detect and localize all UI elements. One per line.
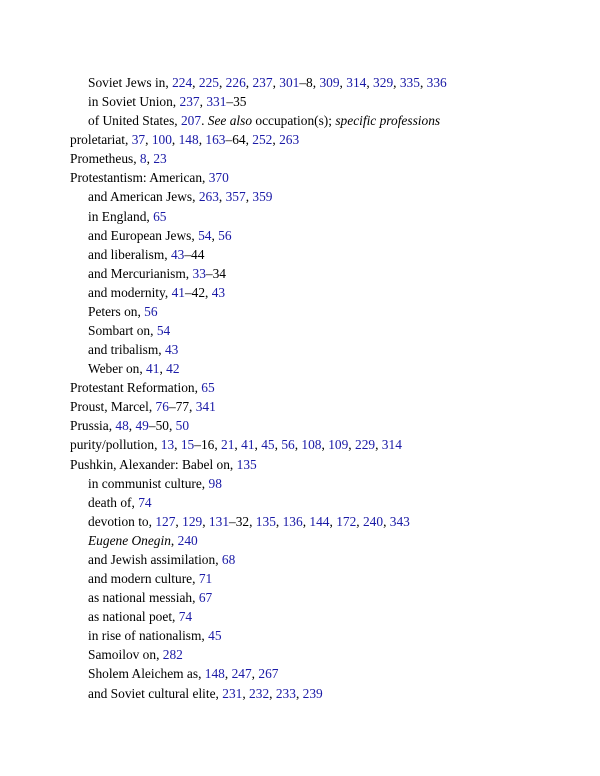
entry-text: and liberalism, [88, 246, 171, 262]
page-reference-link[interactable]: 48 [115, 418, 129, 434]
entry-text: , [224, 666, 232, 682]
page-reference-link[interactable]: 21 [221, 437, 235, 453]
index-entry [70, 416, 580, 435]
page-reference-link[interactable]: 225 [198, 75, 219, 90]
entry-text: and American Jews, [88, 189, 199, 205]
entry-text: . [201, 113, 208, 129]
page-reference-link[interactable]: 127 [155, 513, 176, 529]
index-subentry [70, 187, 580, 206]
entry-text: , [274, 437, 282, 453]
index-entry [70, 149, 580, 168]
page-reference-link[interactable]: 56 [281, 437, 295, 453]
index-subentry [70, 92, 580, 111]
page-reference-link[interactable]: 56 [144, 303, 158, 319]
page-reference-link[interactable]: 240 [177, 532, 198, 548]
page-reference-link[interactable]: 359 [252, 189, 273, 205]
entry-text: devotion to, [88, 513, 156, 529]
entry-text: occupation(s); [252, 113, 336, 129]
page-reference-link[interactable]: 68 [221, 551, 236, 567]
page-reference-link[interactable]: 370 [208, 170, 229, 186]
page-reference-link[interactable]: 109 [328, 437, 349, 453]
page-reference-link[interactable]: 263 [279, 132, 300, 148]
page-reference-link[interactable]: 71 [198, 571, 213, 587]
entry-text: of United States, [88, 113, 181, 129]
page-reference-link[interactable]: 357 [225, 189, 246, 205]
entry-text: Proust, Marcel, [70, 399, 156, 415]
page-reference-link[interactable]: 56 [218, 227, 232, 243]
page-reference-link[interactable]: 239 [302, 685, 323, 701]
index-subentry [70, 264, 580, 283]
index-entry [70, 378, 580, 397]
page-reference-link[interactable]: 13 [160, 437, 175, 453]
entry-text: , [218, 75, 226, 90]
page-reference-link[interactable]: 98 [208, 475, 222, 491]
page-reference-link[interactable]: 65 [201, 380, 215, 396]
entry-text: , [302, 513, 310, 529]
entry-text: , [174, 437, 181, 453]
entry-text: Soviet Jews in, [88, 75, 173, 90]
page-reference-link[interactable]: 74 [138, 494, 152, 510]
page-reference-link[interactable]: 50 [175, 418, 190, 434]
index-subentry [70, 340, 580, 359]
index-entry [70, 435, 580, 454]
page-reference-link[interactable]: 252 [252, 132, 273, 148]
page-reference-link[interactable]: 41 [241, 437, 255, 453]
entry-text: , [242, 685, 250, 701]
page-reference-link[interactable]: 42 [166, 361, 180, 377]
entry-text: , [275, 513, 283, 529]
entry-text: , [198, 132, 206, 148]
index-subentry [70, 684, 580, 703]
page-reference-link[interactable]: 129 [182, 513, 203, 529]
page-reference-link[interactable]: 45 [208, 628, 222, 644]
entry-text: and Jewish assimilation, [88, 551, 222, 567]
index-subentry [70, 302, 580, 321]
index-subentry [70, 588, 580, 607]
entry-text: as national poet, [88, 609, 179, 625]
entry-text: and Soviet cultural elite, [88, 685, 223, 701]
entry-text: , [321, 437, 329, 453]
page-reference-link[interactable]: 15 [180, 437, 195, 453]
entry-text: , [170, 532, 178, 548]
page-reference-link[interactable]: 135 [255, 513, 276, 529]
page-reference-link[interactable]: 43 [164, 342, 179, 358]
page-reference-link[interactable]: 43 [170, 246, 185, 262]
page-reference-link[interactable]: 229 [355, 437, 376, 453]
entry-text: , [375, 437, 382, 453]
entry-text: in Soviet Union, [88, 94, 180, 110]
italic-text: See also [207, 113, 253, 129]
page-reference-link[interactable]: 54 [198, 227, 212, 243]
page-reference-link[interactable]: 301 [279, 75, 300, 90]
entry-text: Sholem Aleichem as, [88, 666, 205, 682]
entry-text: Weber on, [88, 361, 147, 377]
index-subentry [70, 512, 580, 531]
entry-text: , [295, 685, 303, 701]
page-reference-link[interactable]: 54 [156, 323, 171, 339]
entry-text: Prometheus, [70, 151, 140, 167]
entry-text: , [128, 418, 136, 434]
entry-text: and modern culture, [88, 571, 199, 587]
page-reference-link[interactable]: 45 [261, 437, 275, 453]
index-subentry [70, 207, 580, 226]
index-subentry [70, 474, 580, 493]
entry-text: as national messiah, [88, 590, 199, 606]
page-reference-link[interactable]: 237 [179, 94, 200, 110]
entry-text: , [272, 132, 280, 148]
index-subentry [70, 664, 580, 683]
entry-text: , [145, 132, 152, 148]
entry-text: and European Jews, [88, 227, 199, 243]
page-reference-link[interactable]: 231 [222, 685, 243, 701]
entry-text: , [269, 685, 276, 701]
index-entry [70, 168, 580, 187]
entry-text: , [348, 437, 355, 453]
entry-text: –35 [226, 94, 247, 110]
page-reference-link[interactable]: 341 [195, 399, 216, 415]
entry-text: , [366, 75, 374, 90]
entry-text: Samoilov on, [88, 647, 163, 663]
entry-text: , [329, 513, 337, 529]
page-reference-link[interactable]: 49 [135, 418, 149, 434]
page-reference-link[interactable]: 343 [389, 513, 410, 529]
index-subentry [70, 493, 580, 512]
page-reference-link[interactable]: 309 [319, 75, 340, 90]
page-reference-link[interactable]: 108 [301, 437, 322, 453]
entry-text: , [383, 513, 390, 529]
entry-text: –42, [184, 284, 212, 300]
page-reference-link[interactable]: 282 [162, 647, 183, 663]
page-reference-link[interactable]: 43 [211, 284, 226, 300]
page-reference-link[interactable]: 41 [146, 361, 160, 377]
entry-text: , [234, 437, 242, 453]
entry-text: , [251, 666, 259, 682]
entry-text: , [339, 75, 347, 90]
entry-text: , [254, 437, 262, 453]
entry-text: purity/pollution, [70, 437, 161, 453]
page-reference-link[interactable]: 263 [198, 189, 219, 205]
entry-text: –64, [225, 132, 253, 148]
page-reference-link[interactable]: 163 [205, 132, 226, 148]
page-reference-link[interactable]: 76 [155, 399, 169, 415]
entry-text: proletariat, [70, 132, 132, 148]
entry-text: , [356, 513, 363, 529]
index-subentry [70, 283, 580, 302]
page-reference-link[interactable]: 226 [225, 75, 246, 90]
page-reference-link[interactable]: 237 [252, 75, 273, 90]
page-reference-link[interactable]: 37 [131, 132, 146, 148]
index-subentry [70, 626, 580, 645]
page-reference-link[interactable]: 148 [178, 132, 199, 148]
page-reference-link[interactable]: 67 [198, 590, 213, 606]
page-reference-link[interactable]: 336 [426, 75, 447, 90]
page-reference-link[interactable]: 33 [192, 265, 206, 281]
entry-text: –44 [184, 246, 205, 262]
entry-text: –50, [148, 418, 176, 434]
entry-text: , [294, 437, 302, 453]
page-reference-link[interactable]: 41 [171, 284, 185, 300]
page-reference-link[interactable]: 144 [309, 513, 330, 529]
entry-text: –8, [299, 75, 320, 90]
entry-text: , [202, 513, 209, 529]
page-reference-link[interactable]: 207 [180, 113, 202, 129]
page-reference-link[interactable]: 331 [206, 94, 227, 110]
entry-text: , [146, 151, 154, 167]
page-reference-link[interactable]: 232 [249, 685, 270, 701]
italic-text: Eugene Onegin [88, 532, 171, 548]
entry-text: Prussia, [70, 418, 116, 434]
index-subentry [70, 111, 580, 130]
entry-text: , [245, 189, 253, 205]
page-reference-link[interactable]: 329 [373, 75, 394, 90]
page-reference-link[interactable]: 335 [399, 75, 420, 90]
entry-text: –32, [229, 513, 256, 529]
page-reference-link[interactable]: 65 [153, 208, 167, 224]
entry-text: Protestantism: American, [70, 170, 209, 186]
entry-text: and tribalism, [88, 342, 165, 358]
page-reference-link[interactable]: 135 [236, 456, 257, 472]
index-subentry [70, 569, 580, 588]
page-reference-link[interactable]: 131 [208, 513, 230, 529]
page-reference-link[interactable]: 74 [178, 609, 193, 625]
page-reference-link[interactable]: 8 [139, 151, 147, 167]
page-reference-link[interactable]: 314 [381, 437, 402, 453]
entry-text: , [419, 75, 427, 90]
page-reference-link[interactable]: 100 [151, 132, 172, 148]
entry-text: , [245, 75, 253, 90]
entry-text: , [159, 361, 167, 377]
index-subentry [70, 321, 580, 340]
index-entry [70, 130, 580, 149]
page-reference-link[interactable]: 240 [362, 513, 384, 529]
entry-text: Sombart on, [88, 323, 157, 339]
index-subentry [70, 531, 580, 550]
index-subentry [70, 550, 580, 569]
entry-text: –16, [194, 437, 222, 453]
entry-text: in rise of nationalism, [88, 628, 209, 644]
index-entry [70, 397, 580, 416]
index-page [70, 73, 580, 703]
page-reference-link[interactable]: 267 [258, 666, 279, 682]
index-subentry [70, 226, 580, 245]
page-reference-link[interactable]: 233 [275, 685, 296, 701]
page-reference-link[interactable]: 314 [346, 75, 367, 90]
entry-text: in communist culture, [88, 475, 209, 491]
index-subentry [70, 245, 580, 264]
entry-text: and Mercurianism, [88, 265, 193, 281]
entry-text: , [192, 75, 199, 90]
entry-text: , [272, 75, 280, 90]
entry-text: in England, [88, 208, 154, 224]
italic-text: specific professions [335, 113, 441, 129]
index-subentry [70, 607, 580, 626]
entry-text: death of, [88, 494, 139, 510]
entry-text: , [175, 513, 183, 529]
page-reference-link[interactable]: 247 [231, 666, 252, 682]
entry-text: –34 [205, 265, 226, 281]
page-reference-link[interactable]: 136 [282, 513, 303, 529]
entry-text: , [211, 227, 219, 243]
index-subentry [70, 645, 580, 664]
index-subentry [70, 359, 580, 378]
entry-text: Protestant Reformation, [70, 380, 202, 396]
entry-text: Pushkin, Alexander: Babel on, [70, 456, 237, 472]
entry-text: Peters on, [88, 303, 145, 319]
index-entry [70, 455, 580, 474]
entry-text: –77, [168, 399, 196, 415]
entry-text: and modernity, [88, 284, 172, 300]
page-reference-link[interactable]: 172 [336, 513, 357, 529]
entry-text: , [199, 94, 207, 110]
index-subentry [70, 73, 580, 92]
entry-text: , [393, 75, 400, 90]
entry-text: , [171, 132, 179, 148]
page-reference-link[interactable]: 224 [172, 75, 193, 90]
entry-text: , [218, 189, 226, 205]
page-reference-link[interactable]: 23 [153, 151, 167, 167]
page-reference-link[interactable]: 148 [204, 666, 225, 682]
